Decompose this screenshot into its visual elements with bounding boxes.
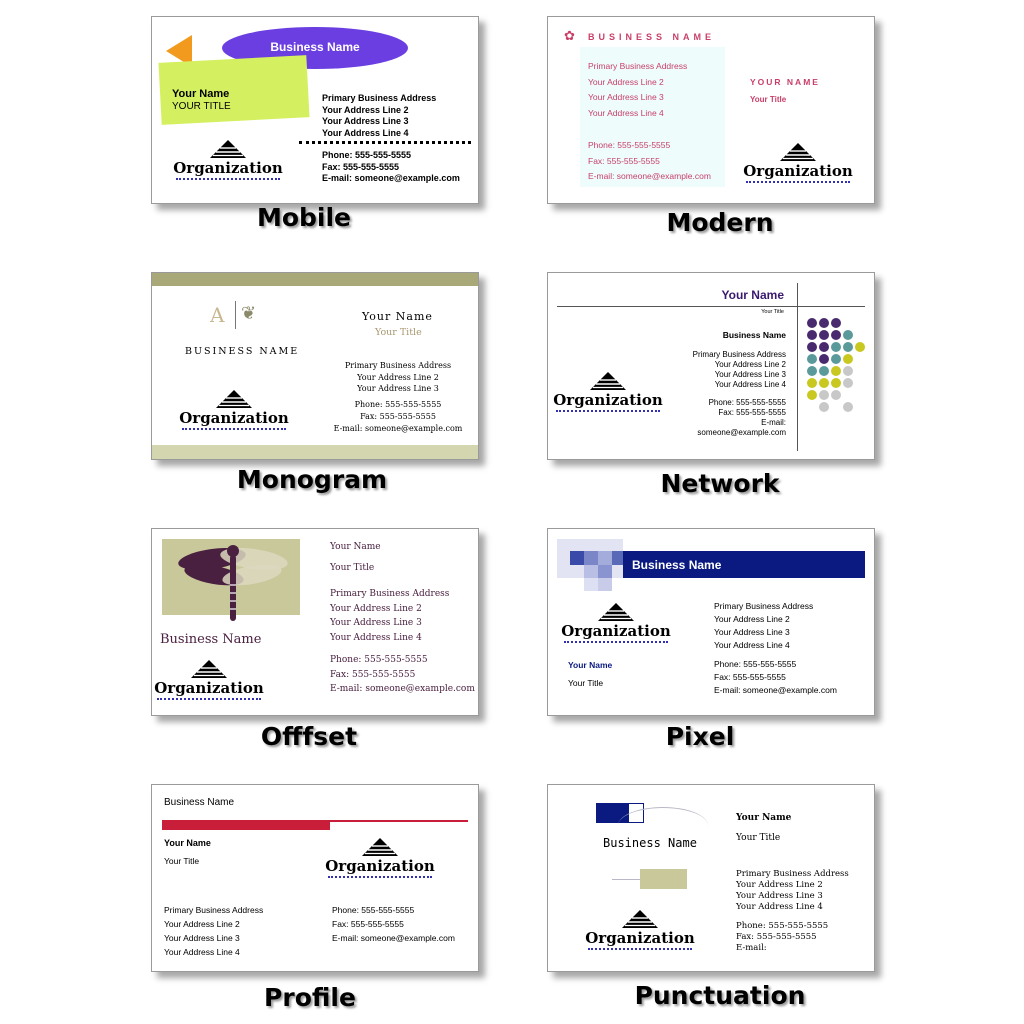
fax: Fax: 555-555-5555 (360, 412, 436, 421)
logo-pyramid-icon (360, 837, 400, 857)
your-title: YOUR TITLE (172, 101, 231, 112)
dot (843, 402, 853, 412)
org-underline (588, 948, 692, 950)
logo-pyramid-icon (588, 371, 628, 391)
logo-pyramid-icon (596, 602, 636, 622)
your-name: Your Name (172, 88, 230, 100)
your-title: Your Title (568, 678, 604, 688)
logo-pyramid-icon (778, 142, 818, 162)
dot (819, 342, 829, 352)
your-title: Your Title (164, 856, 200, 866)
dot (807, 318, 817, 328)
your-title: Your Title (750, 95, 787, 104)
your-name: Your Name (721, 288, 784, 302)
caption-pixel: Pixel (665, 722, 735, 751)
address-line: Your Address Line 4 (164, 947, 240, 957)
address-line: Your Address Line 4 (588, 107, 664, 118)
phone: Phone: 555-555-5555 (714, 659, 797, 669)
address-line: Your Address Line 2 (714, 360, 786, 369)
dot (819, 318, 829, 328)
address-block (736, 869, 849, 913)
address-line: Primary Business Address (330, 589, 450, 599)
email: E-mail: someone@example.com (322, 173, 460, 183)
address-block (328, 360, 468, 395)
address-line: Primary Business Address (714, 601, 814, 611)
dot (831, 378, 841, 388)
dot (807, 366, 817, 376)
your-name: Your Name (736, 813, 792, 823)
caption-profile: Profile (264, 983, 356, 1012)
caption-monogram: Monogram (236, 465, 388, 494)
pixel-block (598, 578, 612, 591)
pixel-block (612, 551, 623, 565)
address-line: Your Address Line 4 (736, 902, 823, 912)
pixel-block (570, 551, 584, 565)
dot (807, 342, 817, 352)
address-line: Your Address Line 2 (736, 880, 823, 890)
card-monogram[interactable] (151, 272, 479, 460)
email: E-mail: someone@example.com (333, 424, 463, 433)
business-name: Business Name (603, 836, 697, 850)
dragonfly-icon (172, 535, 294, 623)
address-block (714, 600, 813, 652)
address-line: Your Address Line 4 (330, 632, 422, 643)
address-line: Primary Business Address (736, 869, 849, 879)
fax: Fax: 555-555-5555 (736, 932, 817, 942)
flower-icon: ✿ (564, 28, 575, 43)
dot (819, 366, 829, 376)
organization-logo (580, 909, 700, 957)
your-name: Your Name (164, 838, 211, 848)
email: someone@example.com (697, 428, 786, 437)
phone: Phone: 555-555-5555 (736, 921, 829, 931)
org-underline (746, 181, 850, 183)
address-block (330, 587, 449, 645)
organization-name: Organization (173, 159, 283, 177)
business-name: BUSINESS NAME (185, 346, 300, 357)
phone: Phone: 555-555-5555 (322, 150, 412, 160)
dot (807, 330, 817, 340)
dot (831, 330, 841, 340)
email: E-mail: someone@example.com (330, 684, 475, 694)
contact-block (318, 399, 478, 435)
organization-name: Organization (154, 679, 264, 697)
org-underline (328, 876, 432, 878)
your-name: Your Name (362, 310, 433, 323)
address-line: Your Address Line 2 (330, 603, 422, 614)
red-rule (330, 820, 468, 822)
caption-offset: Offfset (260, 722, 358, 751)
logo-pyramid-icon (189, 659, 229, 679)
organization-name: Organization (325, 857, 435, 875)
email: E-mail: someone@example.com (714, 685, 837, 695)
monogram-letter: A (210, 303, 225, 327)
address-line: Primary Business Address (344, 361, 452, 370)
organization-name: Organization (561, 622, 671, 640)
organization-name: Organization (743, 162, 853, 180)
decorative-line (612, 879, 640, 880)
pixel-block (598, 551, 612, 565)
address-line: Primary Business Address (692, 350, 786, 359)
business-name: Business Name (164, 797, 235, 808)
dot (807, 354, 817, 364)
org-underline (182, 428, 286, 430)
address-line: Your Address Line 3 (357, 384, 439, 393)
organization-logo (548, 371, 668, 419)
your-title: Your Title (330, 563, 375, 573)
organization-logo (320, 837, 440, 885)
address-line: Your Address Line 2 (357, 372, 439, 382)
vertical-rule (797, 283, 798, 451)
dot (831, 366, 841, 376)
address-line: Your Address Line 4 (714, 380, 786, 389)
organization-logo (556, 602, 676, 650)
business-name: Business Name (160, 632, 262, 647)
dot (831, 318, 841, 328)
pixel-block (584, 578, 598, 591)
card-pixel[interactable] (547, 528, 875, 716)
top-band (152, 273, 478, 286)
organization-logo (738, 142, 858, 190)
dot (819, 390, 829, 400)
address-block (164, 903, 263, 959)
caption-mobile: Mobile (256, 203, 352, 232)
pixel-block (584, 565, 598, 578)
address-line: Your Address Line 3 (714, 370, 786, 379)
contact-block (588, 138, 711, 185)
organization-logo (168, 139, 288, 187)
address-line: Your Address Line 3 (322, 116, 409, 126)
fax: Fax: 555-555-5555 (332, 919, 404, 929)
address-line: Your Address Line 2 (164, 919, 240, 929)
card-mobile[interactable] (151, 16, 479, 204)
address-line: Your Address Line 3 (588, 92, 664, 102)
address-line: Your Address Line 3 (736, 891, 823, 901)
contact-block (330, 653, 475, 697)
logo-pyramid-icon (214, 389, 254, 409)
email: E-mail: (736, 943, 767, 953)
dot (855, 342, 865, 352)
dot (819, 378, 829, 388)
organization-logo (174, 389, 294, 437)
red-bar (162, 820, 330, 830)
dot (843, 378, 853, 388)
business-name: BUSINESS NAME (588, 32, 716, 42)
bottom-band (152, 445, 478, 459)
address-line: Your Address Line 4 (322, 127, 409, 138)
caption-punctuation: Punctuation (634, 981, 806, 1010)
card-profile[interactable] (151, 784, 479, 972)
monogram-divider (235, 301, 236, 329)
contact-block (736, 921, 828, 954)
dot (807, 390, 817, 400)
card-offset[interactable] (151, 528, 479, 716)
org-underline (176, 178, 280, 180)
dot (807, 378, 817, 388)
logo-pyramid-icon (208, 139, 248, 159)
address-block (666, 350, 786, 390)
address-line: Your Address Line 3 (330, 618, 422, 628)
fax: Fax: 555-555-5555 (714, 672, 786, 682)
your-title: Your Title (761, 309, 784, 315)
dot (819, 330, 829, 340)
business-name: Business Name (270, 40, 360, 54)
organization-logo (151, 659, 269, 707)
your-name: Your Name (330, 542, 381, 552)
dot (831, 342, 841, 352)
card-network[interactable] (547, 272, 875, 460)
fax: Fax: 555-555-5555 (330, 669, 416, 680)
logo-pyramid-icon (620, 909, 660, 929)
org-underline (556, 410, 660, 412)
caption-network: Network (660, 469, 780, 498)
phone: Phone: 555-555-5555 (588, 140, 671, 150)
olive-rectangle (640, 869, 687, 889)
your-name: YOUR NAME (750, 77, 820, 87)
dot (819, 402, 829, 412)
address-line: Your Address Line 4 (714, 640, 790, 650)
dot (843, 342, 853, 352)
your-title: Your Title (736, 833, 781, 843)
organization-name: Organization (553, 391, 663, 409)
address-line: Primary Business Address (588, 61, 688, 71)
dot (843, 354, 853, 364)
contact-block (666, 398, 786, 438)
email-label: E-mail: (761, 418, 786, 427)
phone: Phone: 555-555-5555 (330, 655, 428, 665)
pixel-block (584, 551, 598, 565)
email: E-mail: someone@example.com (588, 171, 711, 181)
contact-block (714, 658, 837, 697)
business-name: Business Name (632, 558, 722, 572)
address-line: Your Address Line 3 (164, 933, 240, 943)
org-underline (157, 698, 261, 700)
your-title: Your Title (375, 327, 422, 338)
card-modern[interactable] (547, 16, 875, 204)
dot (831, 390, 841, 400)
pixel-block (598, 565, 612, 578)
fax: Fax: 555-555-5555 (588, 155, 660, 166)
dot (843, 366, 853, 376)
dotted-divider (299, 141, 471, 144)
email: E-mail: someone@example.com (332, 933, 455, 943)
phone: Phone: 555-555-5555 (708, 398, 786, 407)
caption-modern: Modern (666, 208, 774, 237)
organization-name: Organization (585, 929, 695, 947)
address-line: Primary Business Address (164, 905, 264, 915)
address-line: Your Address Line 2 (588, 76, 664, 87)
monogram-laurel-icon: ❦ (241, 303, 257, 323)
contact-block (332, 903, 455, 945)
business-name: Business Name (722, 330, 786, 340)
contact-block (322, 150, 460, 185)
address-line: Your Address Line 2 (322, 104, 409, 115)
phone: Phone: 555-555-5555 (332, 905, 415, 915)
dot (843, 330, 853, 340)
fax: Fax: 555-555-5555 (718, 408, 786, 417)
card-punctuation[interactable] (547, 784, 875, 972)
organization-name: Organization (179, 409, 289, 427)
address-block (322, 93, 436, 139)
dot (819, 354, 829, 364)
your-name: Your Name (568, 660, 613, 670)
address-line: Primary Business Address (322, 93, 437, 103)
address-block (588, 59, 687, 121)
address-line: Your Address Line 3 (714, 627, 790, 637)
dot (831, 354, 841, 364)
address-line: Your Address Line 2 (714, 614, 790, 624)
org-underline (564, 641, 668, 643)
fax: Fax: 555-555-5555 (322, 161, 400, 172)
phone: Phone: 555-555-5555 (354, 400, 442, 409)
horizontal-rule (557, 306, 865, 307)
